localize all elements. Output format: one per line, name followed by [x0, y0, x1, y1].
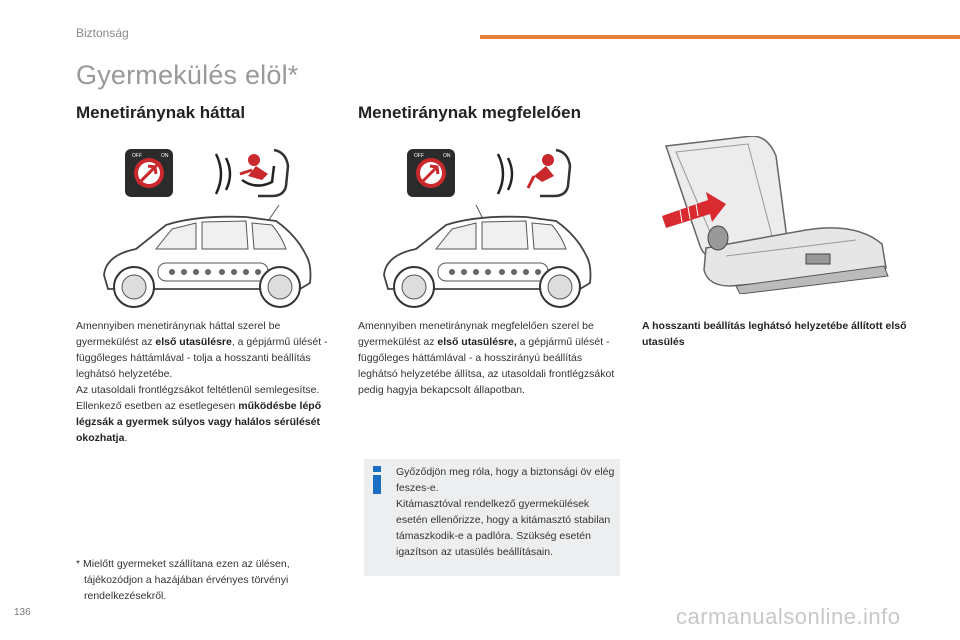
- airbag-on-icon: [406, 148, 456, 198]
- warning-emphasis: működésbe lépő légzsák a gyermek súlyos vagy halálos sérülését okozhatja: [76, 400, 322, 444]
- text-run: Amennyiben menetiránynak háttal szerel be gyermekülést az: [76, 320, 281, 348]
- airbag-off-icon: [124, 148, 174, 198]
- heading-rear-facing: Menetiránynak háttal: [76, 103, 246, 122]
- watermark: carmanualsonline.info: [676, 604, 901, 629]
- on-label: ON: [443, 153, 451, 159]
- rear-facing-child-seat-icon: [212, 146, 302, 202]
- note-line: Kitámasztóval rendelkező gyermekülések esetén ellenőrizze, hogy a kitámasztó stabilan támaszkodik-e a padlóra. Szükség esetén igazítson az utasülés beállításain.: [396, 498, 611, 558]
- footnote-marker: *: [76, 558, 81, 570]
- page-title: Gyermekülés elöl*: [76, 60, 299, 90]
- forward-facing-paragraph: [358, 318, 618, 398]
- text-run: Az utasoldali frontlégzsákot feltétlenül semlegesítse. Ellenkező esetben az esetlegesen: [76, 384, 320, 412]
- note-line: Győződjön meg róla, hogy a biztonsági öv elég feszes-e.: [396, 466, 615, 494]
- car-illustration-middle: [376, 205, 598, 315]
- off-label: OFF: [414, 153, 424, 159]
- info-note-text: [396, 464, 616, 560]
- footnote-line: Mielőtt gyermeket szállítana ezen az ülésen,: [80, 558, 290, 570]
- text-run: .: [124, 432, 128, 444]
- info-icon: [370, 466, 384, 494]
- emphasis-front-seat: első utasülésre: [155, 336, 232, 348]
- footnote-line: tájékozódjon a hazájában érvényes törvényi rendelkezésekről.: [84, 574, 289, 602]
- car-illustration-left: [96, 205, 318, 315]
- info-note-box: [364, 459, 620, 576]
- footnote: [76, 556, 356, 604]
- text-run: Amennyiben menetiránynak megfelelően szerel be gyermekülést az: [358, 320, 594, 348]
- off-label: OFF: [132, 153, 142, 159]
- text-run: a gépjármű ülését - függőleges háttámlával - a hosszirányú beállítás leghátsó helyzetébe állítsa, az utasoldali frontlégzsákot pedig hagyja bekapcsolt állapotban.: [358, 336, 615, 396]
- rear-facing-paragraph: [76, 318, 338, 446]
- forward-facing-child-seat-icon: [494, 146, 584, 202]
- seat-adjustment-illustration: [656, 136, 894, 294]
- emphasis-front-seat: első utasülésre,: [437, 336, 517, 348]
- on-label: ON: [161, 153, 169, 159]
- page-number: 136: [14, 607, 31, 618]
- seat-caption: A hosszanti beállítás leghátsó helyzetébe állított első utasülés: [642, 320, 907, 348]
- header-accent-bar: [480, 35, 960, 39]
- text-run: , a gépjármű ülését - függőleges háttámlával - tolja a hosszanti beállítás leghátsó helyzetébe.: [76, 336, 328, 380]
- section-title: Biztonság: [76, 26, 129, 40]
- heading-forward-facing: Menetiránynak megfelelően: [358, 103, 581, 122]
